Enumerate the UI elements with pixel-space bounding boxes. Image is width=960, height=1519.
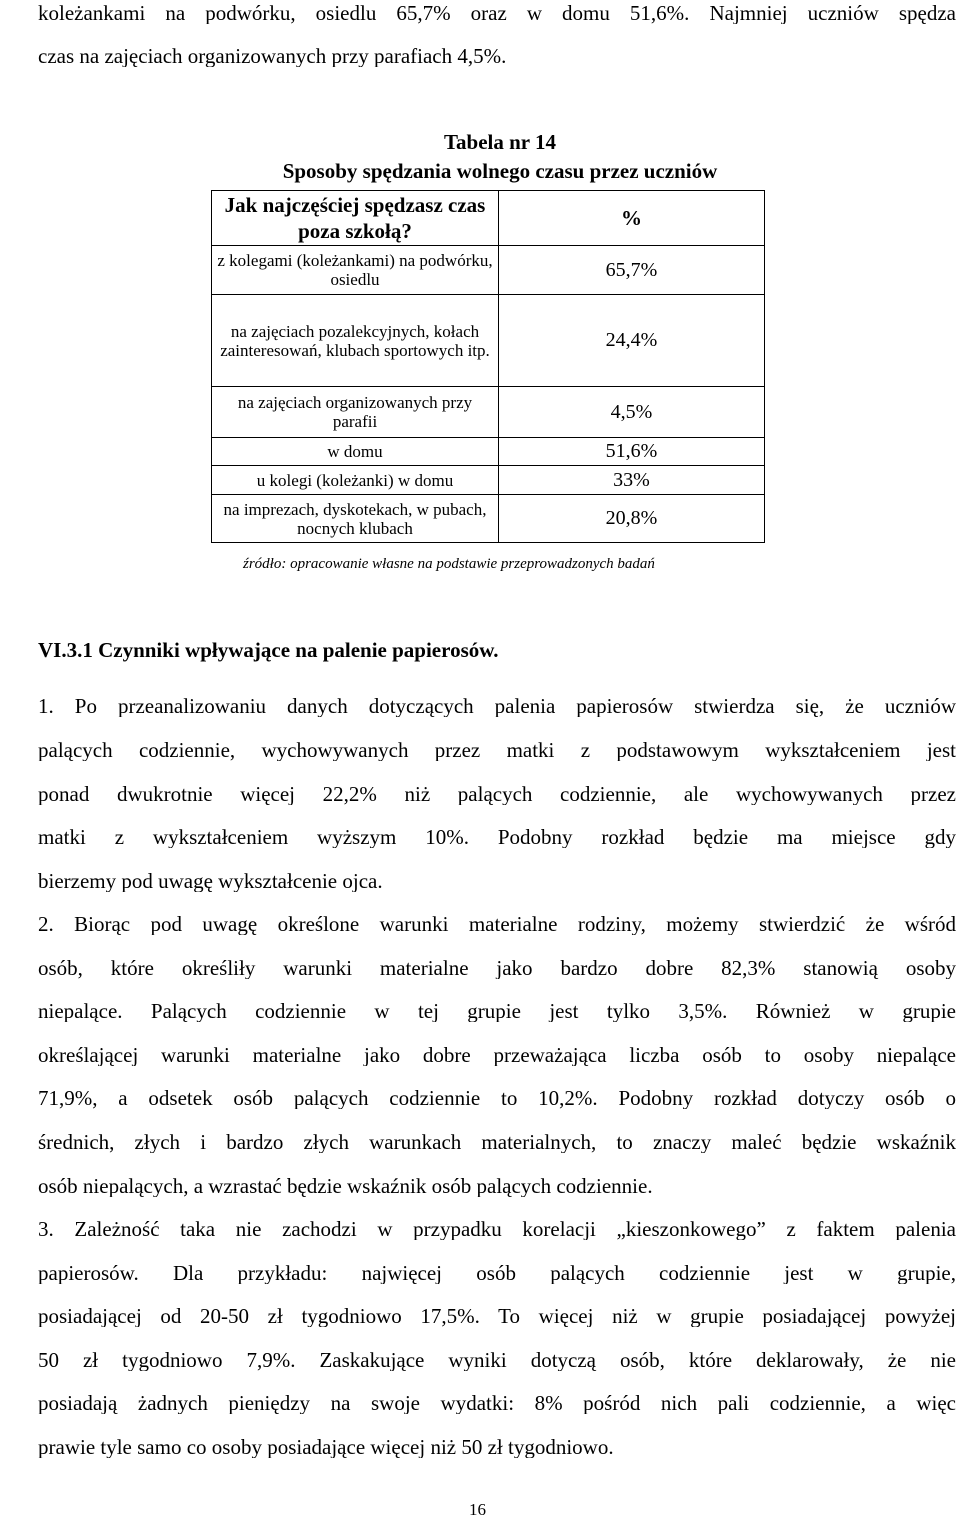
- table-header-row: [212, 191, 765, 246]
- row-label: z kolegami (koleżankami) na podwórku, osiedlu: [212, 246, 499, 295]
- body-line: osób, które określiły warunki materialne jako bardzo dobre 82,3% stanowią osoby: [38, 957, 956, 979]
- body-line: 2. Biorąc pod uwagę określone warunki materialne rodziny, możemy stwierdzić że wśród: [38, 913, 956, 935]
- body-line: 1. Po przeanalizowaniu danych dotyczących palenia papierosów stwierdza się, że uczniów: [38, 695, 956, 717]
- table-row: [212, 438, 765, 466]
- table-row: [212, 466, 765, 495]
- body-line: średnich, złych i bardzo złych warunkach materialnych, to znaczy maleć będzie wskaźnik: [38, 1131, 956, 1153]
- body-line: 3. Zależność taka nie zachodzi w przypadku korelacji „kieszonkowego” z faktem palenia: [38, 1218, 956, 1240]
- row-value: 4,5%: [499, 387, 765, 438]
- intro-line: koleżankami na podwórku, osiedlu 65,7% oraz w domu 51,6%. Najmniej uczniów spędza: [38, 2, 956, 24]
- row-label: na zajęciach organizowanych przy parafii: [212, 387, 499, 438]
- section-heading: VI.3.1 Czynniki wpływające na palenie papierosów.: [38, 638, 499, 662]
- leisure-table: [211, 190, 765, 543]
- body-line: bierzemy pod uwagę wykształcenie ojca.: [38, 870, 383, 892]
- body-line: 71,9%, a odsetek osób palących codziennie to 10,2%. Podobny rozkład dotyczy osób o: [38, 1087, 956, 1109]
- table-row: [212, 387, 765, 438]
- header-question: Jak najczęściej spędzasz czas poza szkołą?: [212, 191, 499, 246]
- body-line: matki z wykształceniem wyższym 10%. Podobny rozkład będzie ma miejsce gdy: [38, 826, 956, 848]
- body-line: papierosów. Dla przykładu: najwięcej osób palących codziennie jest w grupie,: [38, 1262, 956, 1284]
- table-source-note: źródło: opracowanie własne na podstawie przeprowadzonych badań: [243, 556, 655, 572]
- table-row: [212, 246, 765, 295]
- table-caption-number: Tabela nr 14: [443, 130, 557, 154]
- intro-line: czas na zajęciach organizowanych przy parafiach 4,5%.: [38, 45, 507, 67]
- row-value: 51,6%: [499, 438, 765, 466]
- row-value: 65,7%: [499, 246, 765, 295]
- page-number: 16: [469, 1500, 486, 1519]
- body-line: palących codziennie, wychowywanych przez matki z podstawowym wykształceniem jest: [38, 739, 956, 761]
- row-value: 33%: [499, 466, 765, 495]
- row-label: na imprezach, dyskotekach, w pubach, nocnych klubach: [212, 495, 499, 543]
- body-line: posiadającej od 20-50 zł tygodniowo 17,5%. To więcej niż w grupie posiadającej powyżej: [38, 1305, 956, 1327]
- table-row: [212, 295, 765, 387]
- body-line: ponad dwukrotnie więcej 22,2% niż palących codziennie, ale wychowywanych przez: [38, 783, 956, 805]
- body-line: osób niepalących, a wzrastać będzie wskaźnik osób palących codziennie.: [38, 1175, 653, 1197]
- body-line: niepalące. Palących codziennie w tej grupie jest tylko 3,5%. Również w grupie: [38, 1000, 956, 1022]
- body-line: prawie tyle samo co osoby posiadające więcej niż 50 zł tygodniowo.: [38, 1436, 614, 1458]
- table-caption-title: Sposoby spędzania wolnego czasu przez uczniów: [282, 159, 718, 183]
- body-line: posiadają żadnych pieniędzy na swoje wydatki: 8% pośród nich pali codziennie, a więc: [38, 1392, 956, 1414]
- row-label: na zajęciach pozalekcyjnych, kołach zainteresowań, klubach sportowych itp.: [212, 295, 499, 387]
- body-line: 50 zł tygodniowo 7,9%. Zaskakujące wyniki dotyczą osób, które deklarowały, że nie: [38, 1349, 956, 1371]
- body-line: określającej warunki materialne jako dobre przeważająca liczba osób to osoby niepalące: [38, 1044, 956, 1066]
- row-label: w domu: [212, 438, 499, 466]
- header-percent: %: [499, 191, 765, 246]
- row-value: 24,4%: [499, 295, 765, 387]
- row-label: u kolegi (koleżanki) w domu: [212, 466, 499, 495]
- table-row: [212, 495, 765, 543]
- row-value: 20,8%: [499, 495, 765, 543]
